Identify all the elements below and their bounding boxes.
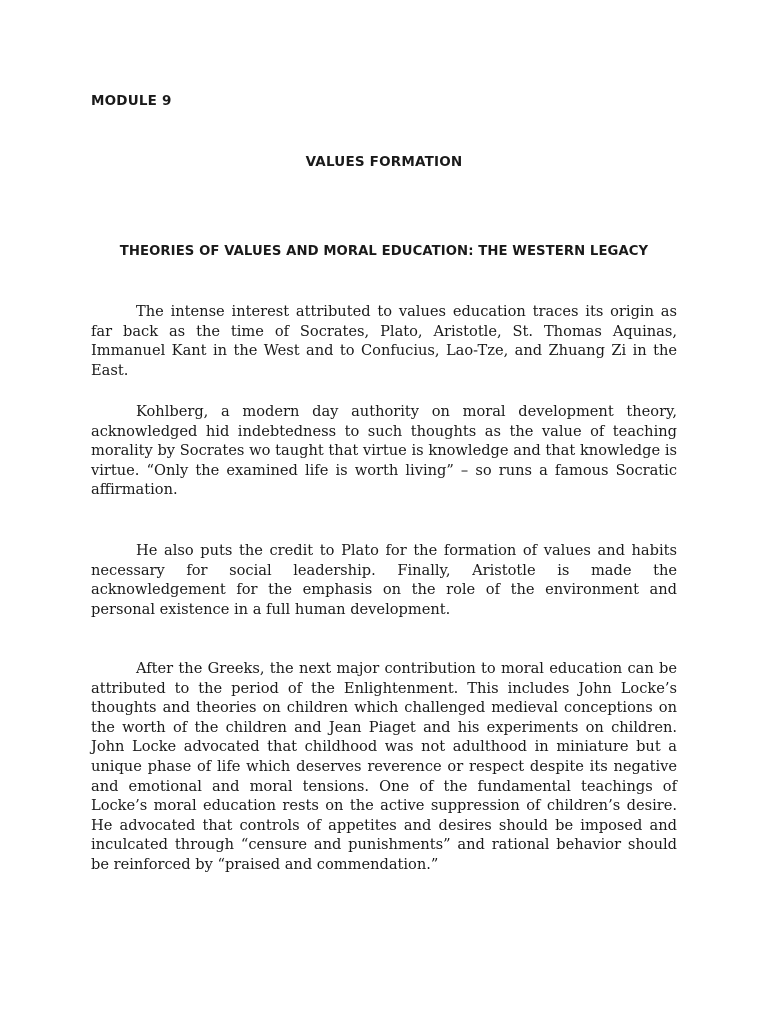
- module-label: MODULE 9: [91, 93, 172, 109]
- paragraph-enlightenment: After the Greeks, the next major contribution to moral education can be attributed to the period of the Enlightenment. This includes John Locke’s thoughts and theories on children which challenged medieval conceptions on the worth of the children and Jean Piaget and his experiments on children. John Locke advocated that childhood was not adulthood in miniature but a unique phase of life which deserves reverence or respect despite its negative and emotional and moral tensions. One of the fundamental teachings of Locke’s moral education rests on the active suppression of children’s desire. He advocated that controls of appetites and desires should be imposed and inculcated through “censure and punishments” and rational behavior should be reinforced by “praised and commendation.”: [91, 660, 677, 873]
- section-heading: THEORIES OF VALUES AND MORAL EDUCATION: THE WESTERN LEGACY: [119, 244, 649, 259]
- page-title: VALUES FORMATION: [305, 154, 463, 170]
- paragraph-origins: The intense interest attributed to values education traces its origin as far back as the time of Socrates, Plato, Aristotle, St. Thomas Aquinas, Immanuel Kant in the West and to Confucius, Lao-Tze, and Zhuang Zi in the East.: [91, 303, 677, 379]
- paragraph-plato-aristotle: He also puts the credit to Plato for the formation of values and habits necessary for social leadership. Finally, Aristotle is made the acknowledgement for the emphasis on the role of the environment and personal existence in a full human development.: [91, 542, 677, 618]
- paragraph-kohlberg: Kohlberg, a modern day authority on moral development theory, acknowledged hid indebtedness to such thoughts as the value of teaching morality by Socrates wo taught that virtue is knowledge and that knowledge is virtue. “Only the examined life is worth living” – so runs a famous Socratic affirmation.: [91, 403, 677, 499]
